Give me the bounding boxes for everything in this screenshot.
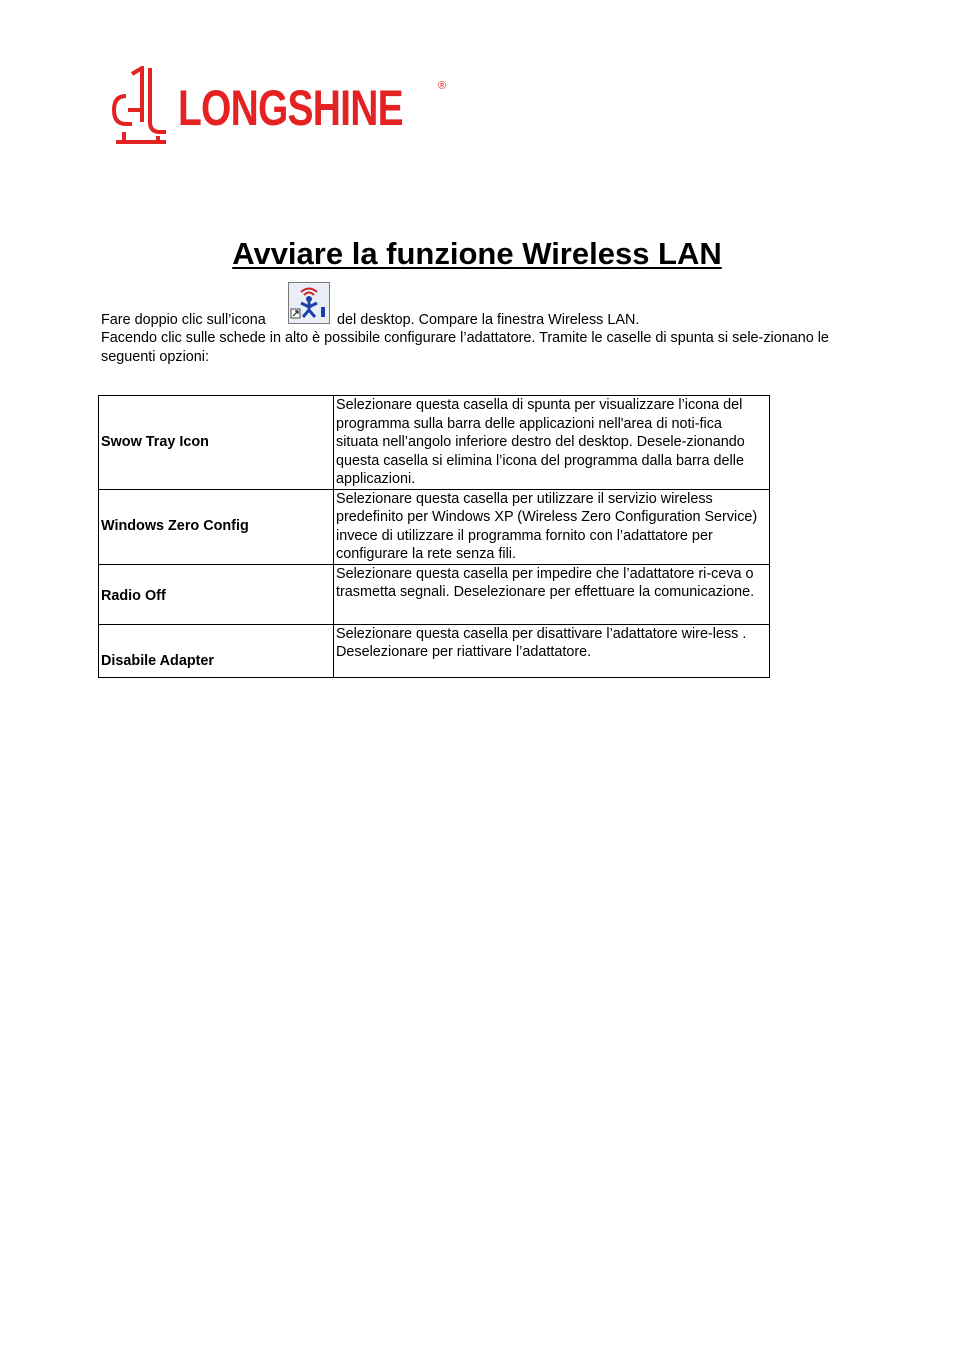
page-title: Avviare la funzione Wireless LAN [232,236,722,271]
option-label: Disabile Adapter [99,624,334,677]
intro-paragraph: Facendo clic sulle schede in alto è possibile configurare l’adattatore. Tramite le caselle di spunta si sele-zionano le seguenti opzioni: [101,330,829,365]
table-row [99,624,770,677]
option-description: Selezionare questa casella di spunta per visualizzare l’icona del programma sulla barra delle applicazioni nell'area di noti-fica situata nell’angolo inferiore destro del desktop. Desele-zionando questa casella si elimina l’icona del programma dalla barra delle applicazioni. [334,396,770,490]
option-description: Selezionare questa casella per impedire che l’adattatore ri-ceva o trasmetta segnali. Deselezionare per effettuare la comunicazione. [334,564,770,624]
brand-name: LONGSHINE [178,80,403,136]
options-table [98,395,770,678]
brand-logo [112,66,452,148]
option-label: Windows Zero Config [99,489,334,564]
intro-text-after-icon: del desktop. Compare la finestra Wireless LAN. [337,312,640,328]
option-description: Selezionare questa casella per utilizzare il servizio wireless predefinito per Windows XP (Wireless Zero Configuration Service) invece di utilizzare il programma fornito con l’adattatore per configurare la rete senza fili. [334,489,770,564]
table-row [99,396,770,490]
intro-line-1 [101,282,841,328]
longshine-logo-icon [112,66,170,146]
intro [101,282,841,365]
option-label: Swow Tray Icon [99,396,334,490]
wireless-lan-utility-icon [288,282,330,324]
table-row [99,564,770,624]
option-label: Radio Off [99,564,334,624]
intro-text-before-icon: Fare doppio clic sull’icona [101,312,266,328]
table-row [99,489,770,564]
option-description: Selezionare questa casella per disattivare l’adattatore wire-less . Deselezionare per riattivare l’adattatore. [334,624,770,677]
registered-mark: ® [438,80,447,92]
